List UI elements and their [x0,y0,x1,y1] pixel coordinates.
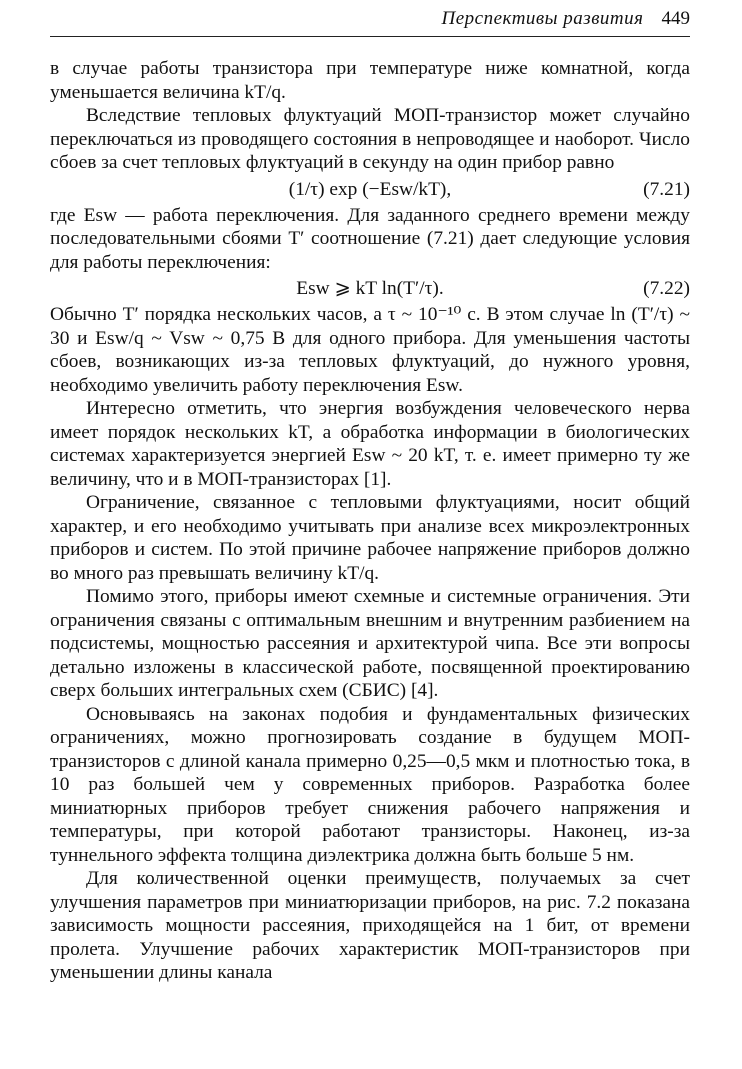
body-text [50,57,690,985]
equation-7-22 [50,274,690,303]
paragraph: Интересно отметить, что энергия возбуждения человеческого нерва имеет порядок нескольких kT, а обработка информации в биологических системах характеризуется энергией Esw ~ 20 kT, т. е. имеет примерно ту же величину, что и в МОП-транзисторах [1]. [50,398,690,490]
equation-7-21 [50,175,690,204]
running-header [50,8,690,37]
equation-formula: (1/τ) exp (−Esw/kT), [288,178,452,200]
paragraph: Для количественной оценки преимуществ, получаемых за счет улучшения параметров при миниатюризации приборов, на рис. 7.2 показана зависимость мощности рассеяния, приходящейся на 1 бит, от времени пролета. Улучшение рабочих характеристик МОП-транзисторов при уменьшении длины канала [50,868,690,983]
paragraph: в случае работы транзистора при температуре ниже комнатной, когда уменьшается величина kT/q. [50,58,690,103]
chapter-title: Перспективы развития [441,8,644,29]
page-number: 449 [661,8,690,29]
paragraph: Обычно T′ порядка нескольких часов, а τ ~ 10⁻¹⁰ с. В этом случае ln (T′/τ) ~ 30 и Esw/q ~ Vsw ~ 0,75 В для одного прибора. Для уменьшения частоты сбоев, возникающих из-за тепловых флуктуаций, до нужного уровня, необходимо увеличить работу переключения Esw. [50,304,690,396]
equation-formula: Esw ⩾ kT ln(T′/τ). [296,278,444,299]
paragraph: Помимо этого, приборы имеют схемные и системные ограничения. Эти ограничения связаны с оптимальным внешним и внутренним разбиением на подсистемы, мощностью рассеяния и архитектурой чипа. Все эти вопросы детально изложены в классической работе, посвященной проектированию сверх больших интегральных схем (СБИС) [4]. [50,586,690,701]
paragraph: Ограничение, связанное с тепловыми флуктуациями, носит общий характер, и его необходимо учитывать при анализе всех микроэлектронных приборов и систем. По этой причине рабочее напряжение приборов должно во много раз превышать величину kT/q. [50,492,690,584]
paragraph: где Esw — работа переключения. Для заданного среднего времени между последовательными сбоями T′ соотношение (7.21) дает следующие условия для работы переключения: [50,204,690,273]
paragraph: Основываясь на законах подобия и фундаментальных физических ограничениях, можно прогнозировать создание в будущем МОП-транзисторов с длиной канала примерно 0,25—0,5 мкм и плотностью тока, в 10 раз большей чем у современных приборов. Разработка более миниатюрных приборов требует снижения рабочего напряжения и температуры, при которой работают транзисторы. Наконец, из-за туннельного эффекта толщина диэлектрика должна быть больше 5 нм. [50,703,690,866]
paragraph: Вследствие тепловых флуктуаций МОП-транзистор может случайно переключаться из проводящего состояния в непроводящее и наоборот. Число сбоев за счет тепловых флуктуаций в секунду на один прибор равно [50,105,690,173]
equation-number: (7.21) [643,178,690,200]
book-page [50,8,690,985]
equation-number: (7.22) [643,278,690,299]
